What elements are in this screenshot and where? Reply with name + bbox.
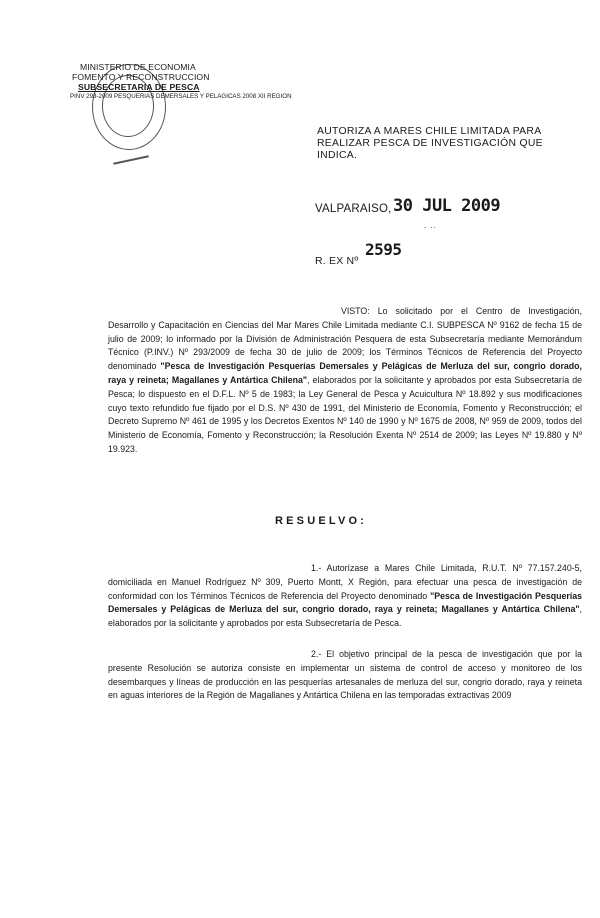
visto-text-a: Lo solicitado por el Centro de Investigación, Desarrollo y Capacitación en Ciencias del Mar Mares Chile Limitada mediante C.I. SUBPESCA Nº 9162 de fecha 15 de julio de 2009; lo informado por la División de Administración Pesquera de esta Subsecretaría mediante Memorándum Técnico (P.INV.) Nº 293/2009 de fecha 30 de julio de 2009; los Términos Técnicos de Referencia del Proyecto denominado	[108, 306, 582, 372]
resuelvo-item-2	[108, 648, 582, 703]
ministry-name: MINISTERIO DE ECONOMIA	[80, 62, 196, 72]
resolution-date: 30 JUL 2009	[393, 196, 501, 216]
resuelvo-heading: RESUELVO:	[275, 515, 368, 527]
ministry-subname: FOMENTO Y RECONSTRUCCION	[72, 72, 210, 82]
visto-project-name: "Pesca de Investigación Pesquerías Demersales y Pelágicas de Merluza del sur, congrio dorado, raya y reineta; Magallanes y Antártica Chilena"	[108, 361, 582, 385]
resolution-subject: AUTORIZA A MARES CHILE LIMITADA PARA REALIZAR PESCA DE INVESTIGACIÓN QUE INDICA.	[317, 126, 543, 161]
item-2-text: El objetivo principal de la pesca de investigación que por la presente Resolución se autoriza consiste en implementar un sistema de control de acceso y monitoreo de los desembarques y líneas de producción en las pesquerías artesanales de merluza del sur, congrio dorado, raya y reineta en aguas interiores de la Región de Magallanes y Antártica Chilena en las temporadas extractivas 2009	[108, 649, 582, 701]
resuelvo-item-1	[108, 562, 582, 631]
subsecretaria-name: SUBSECRETARIA DE PESCA	[78, 82, 200, 92]
file-reference: PINV 293-2009 PESQUERIAS DEMERSALES Y PELAGICAS 2008 XII REGION	[70, 93, 292, 100]
date-separator-mark: . ..	[424, 221, 437, 230]
resolution-number: 2595	[365, 240, 402, 259]
resolution-number-label: R. EX Nº	[315, 255, 359, 267]
visto-paragraph	[108, 305, 582, 457]
item-1-number: 1.-	[311, 563, 322, 573]
item-2-number: 2.-	[311, 649, 322, 659]
item-1-text-a: Autorízase a Mares Chile Limitada, R.U.T. Nº 77.157.240-5, domiciliada en Manuel Rodríguez Nº 309, Puerto Montt, X Región, para efectuar una pesca de investigación de conformidad con los Términos Técnicos de Referencia del Proyecto denominado	[108, 563, 582, 601]
official-seal-mark	[113, 155, 149, 164]
item-1-text-b: , elaborados por la solicitante y aprobados por esta Subsecretaría de Pesca.	[108, 604, 582, 629]
item-1-project-name: "Pesca de Investigación Pesquerías Demersales y Pelágicas de Merluza del sur, congrio dorado, raya y reineta; Magallanes y Antártica Chilena"	[108, 590, 582, 615]
city-label: VALPARAISO,	[315, 203, 392, 215]
visto-text-b: , elaborados por la solicitante y aprobados por esta Subsecretaría de Pesca; lo dispuesto en el D.F.L. Nº 5 de 1983; la Ley General de Pesca y Acuicultura Nº 18.892 y sus modificaciones cuyo texto refundido fue fijado por el D.S. Nº 430 de 1991, del Ministerio de Economía, Fomento y Reconstrucción; el Decreto Supremo Nº 461 de 1995 y los Decretos Exentos Nº 140 de 1990 y Nº 1675 de 2008, Nº 959 de 2009, todos del Ministerio de Economía, Fomento y Reconstrucción; la Resolución Exenta Nº 2514 de 2009; las Leyes Nº 19.880 y Nº 19.923.	[108, 374, 582, 454]
visto-label: VISTO:	[341, 306, 370, 316]
